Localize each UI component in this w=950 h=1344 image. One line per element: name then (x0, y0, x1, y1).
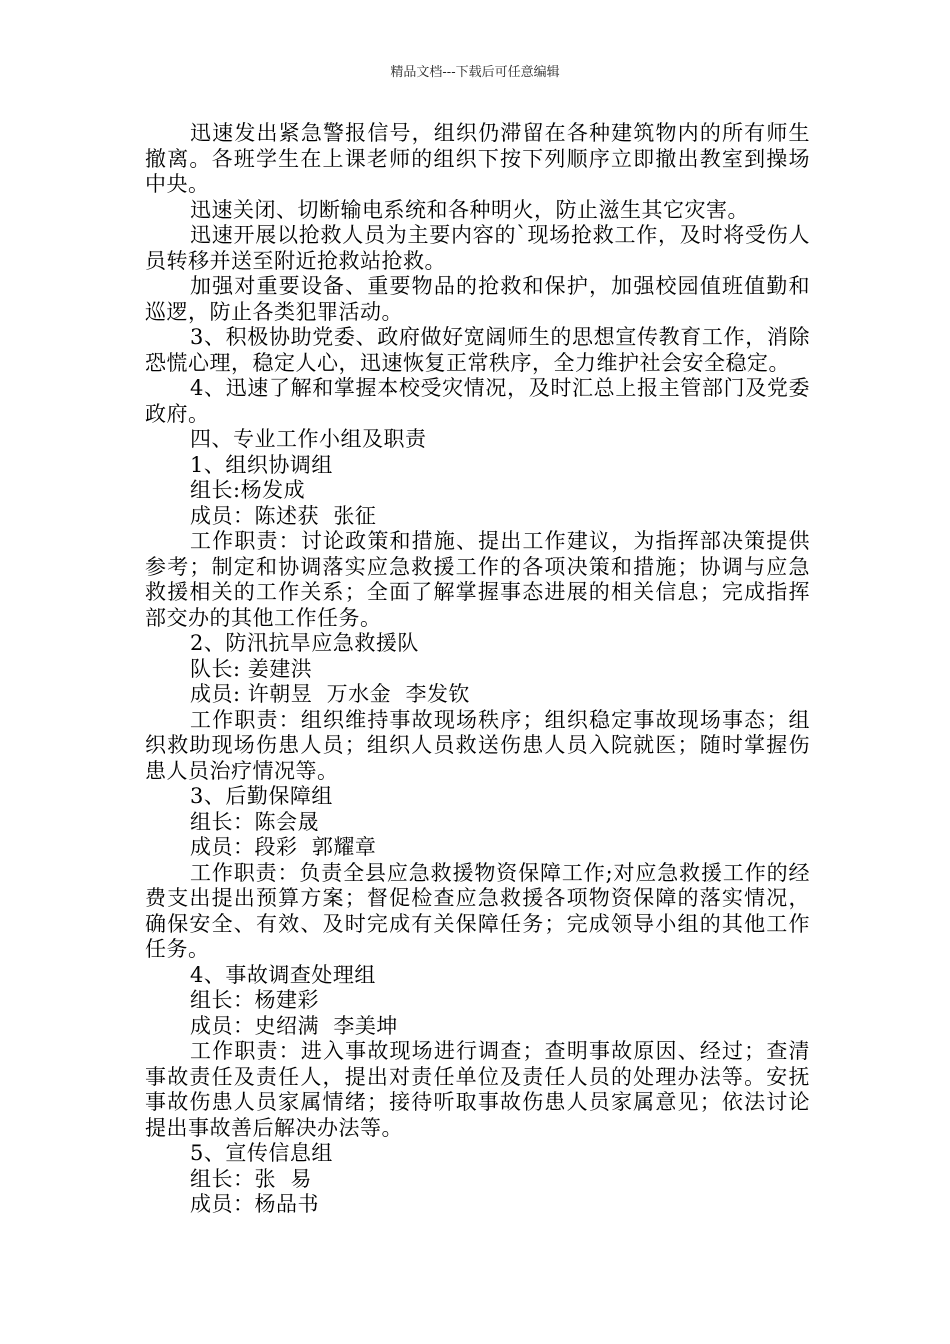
group-leader: 组长:杨发成 (190, 478, 306, 502)
paragraph: 迅速发出紧急警报信号，组织仍滞留在各种建筑物内的所有师生撤离。各班学生在上课老师的组织下按下列顺序立即撤出教室到操场中央。 (145, 121, 810, 196)
document-body (145, 121, 810, 1218)
group-leader: 队长: 姜建洪 (190, 656, 313, 681)
group-members: 成员：史绍满 李美坤 (190, 1013, 398, 1038)
group-duties: 工作职责：组织维持事故现场秩序；组织稳定事故现场事态；组织救助现场伤患人员；组织人员救送伤患人员入院就医；随时掌握伤患人员治疗情况等。 (145, 707, 810, 783)
group-members: 成员：段彩 郭耀章 (190, 835, 377, 859)
group-title: 5、宣传信息组 (190, 1141, 333, 1165)
paragraph: 4、迅速了解和掌握本校受灾情况，及时汇总上报主管部门及党委政府。 (145, 376, 810, 426)
group-leader: 组长：陈会晟 (190, 809, 319, 834)
group-leader: 组长：张 易 (190, 1166, 312, 1191)
paragraph: 迅速关闭、切断输电系统和各种明火，防止滋生其它灾害。 (190, 197, 749, 222)
section-heading: 四、专业工作小组及职责 (190, 427, 427, 451)
group-title: 4、事故调查处理组 (190, 962, 376, 987)
group-duties: 工作职责：讨论政策和措施、提出工作建议，为指挥部决策提供参考；制定和协调落实应急救援工作的各项决策和措施；协调与应急救援相关的工作关系；全面了解掌握事态进展的相关信息；完成指挥部交办的其他工作任务。 (145, 529, 810, 630)
paragraph: 3、积极协助党委、政府做好宽阔师生的思想宣传教育工作，消除恐慌心理，稳定人心，迅速恢复正常秩序，全力维护社会安全稳定。 (145, 325, 810, 375)
paragraph: 加强对重要设备、重要物品的抢救和保护，加强校园值班值勤和巡逻，防止各类犯罪活动。 (145, 274, 810, 324)
group-leader: 组长：杨建彩 (190, 988, 319, 1012)
group-duties: 工作职责：进入事故现场进行调查；查明事故原因、经过；查清事故责任及责任人，提出对责任单位及责任人员的处理办法等。安抚事故伤患人员家属情绪；接待听取事故伤患人员家属意见；依法讨论提出事故善后解决办法等。 (145, 1039, 810, 1140)
paragraph: 迅速开展以抢救人员为主要内容的`现场抢救工作，及时将受伤人员转移并送至附近抢救站抢救。 (145, 223, 810, 273)
group-members: 成员：杨品书 (190, 1192, 319, 1216)
page-header: 精品文档---下载后可任意编辑 (390, 65, 560, 80)
group-title: 3、后勤保障组 (190, 784, 333, 808)
group-members: 成员：陈述获 张征 (190, 503, 377, 528)
group-members: 成员: 许朝昱 万水金 李发钦 (190, 682, 470, 706)
group-title: 2、防汛抗旱应急救援队 (190, 631, 419, 655)
group-title: 1、组织协调组 (190, 452, 333, 477)
group-duties: 工作职责：负责全县应急救援物资保障工作;对应急救援工作的经费支出提出预算方案；督促检查应急救援各项物资保障的落实情况，确保安全、有效、及时完成有关保障任务；完成领导小组的其他工作任务。 (145, 860, 810, 961)
